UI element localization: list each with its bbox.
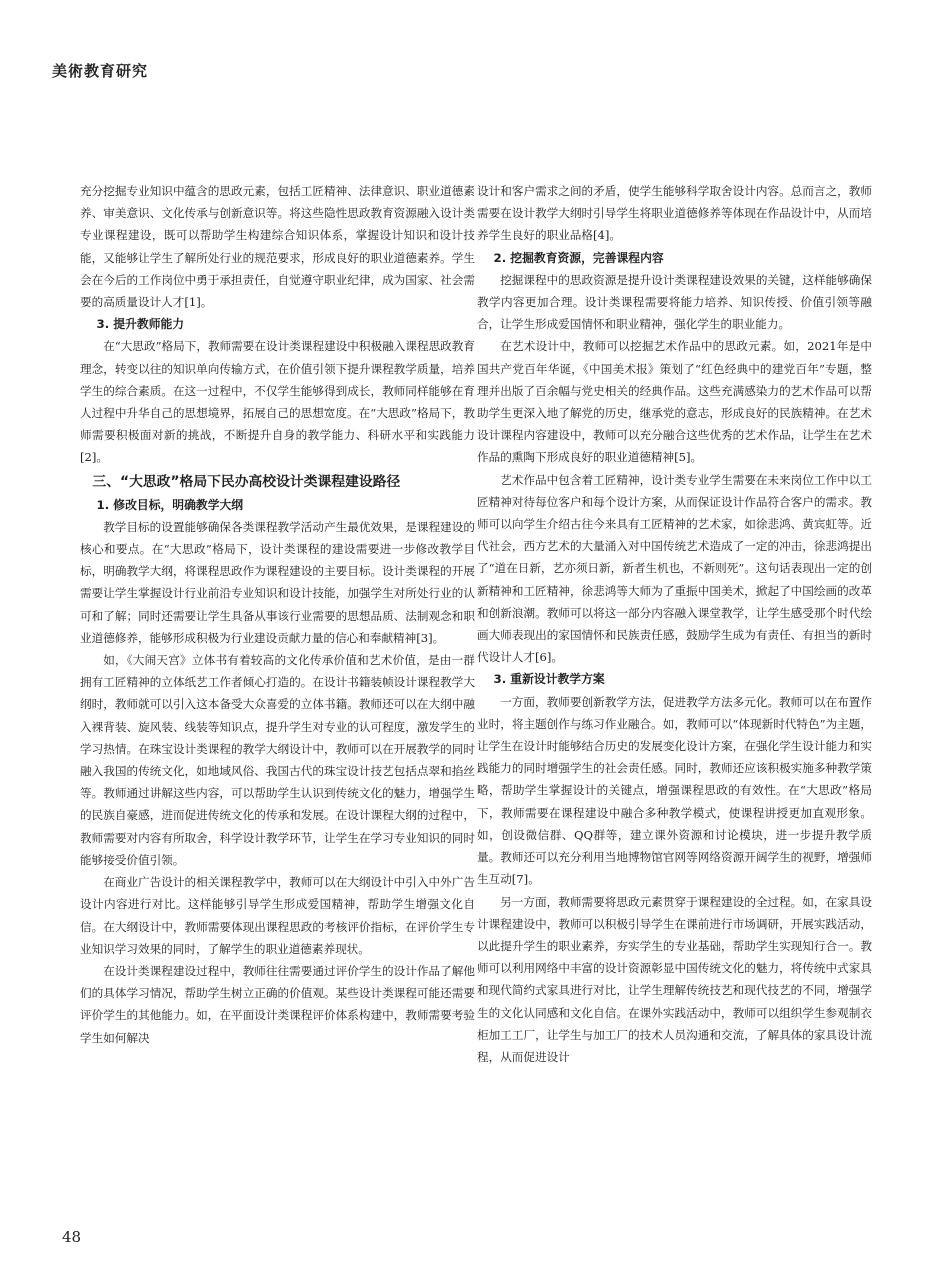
paragraph: 挖掘课程中的思政资源是提升设计类课程建设效果的关键，这样能够确保教学内容更加合理。设计类课程需要将能力培养、知识传授、价值引领等融合，让学生形成爱国情怀和职业精神，强化学生的职业能力。 xyxy=(477,272,872,332)
paragraph: 艺术作品中包含着工匠精神，设计类专业学生需要在未来岗位工作中以工匠精神对待每位客户和每个设计方案，从而保证设计作品符合客户的需求。教师可以向学生介绍古往今来具有工匠精神的艺术家，如徐悲鸿、黄宾虹等。近代社会，西方艺术的大量涌入对中国传统艺术造成了一定的冲击，徐悲鸿提出了“道在日新，艺亦须日新，新者生机也，不新则死”。这句话表现出一定的创新精神和工匠精神，徐悲鸿等大师为了重振中国美术，掀起了中国绘画的改革和创新浪潮。教师可以将这一部分内容融入课堂教学，让学生感受那个时代绘画大师表现出的家国情怀和民族责任感，鼓励学生成为有责任、有担当的新时代设计人才[6]。 xyxy=(477,472,872,665)
left-column xyxy=(80,180,475,1049)
paragraph: 如，《大闹天宫》立体书有着较高的文化传承价值和艺术价值，是由一群拥有工匠精神的立体纸艺工作者倾心打造的。在设计书籍装帧设计课程教学大纲时，教师就可以引入这本备受大众喜爱的立体书籍。教师还可以在大纲中融入裸背装、旋风装、线装等知识点，提升学生对专业的认可程度，激发学生的学习热情。在珠宝设计类课程的教学大纲设计中，教师可以在开展教学的同时融入我国的传统文化，如地域风俗、我国古代的珠宝设计技艺包括点翠和掐丝等。教师通过讲解这些内容，可以帮助学生认识到传统文化的魅力，增强学生的民族自豪感，进而促进传统文化的传承和发展。在设计课程大纲的过程中，教师需要对内容有所取舍，科学设计教学环节，让学生在学习专业知识的同时能够接受价值引领。 xyxy=(80,653,475,867)
subsection-heading: 3. 重新设计教学方案 xyxy=(493,672,605,687)
paragraph: 教学目标的设置能够确保各类课程教学活动产生最优效果，是课程建设的核心和要点。在“大思政”格局下，设计类课程的建设需要进一步修改教学目标，明确教学大纲，将课程思政作为课程建设的主要目标。设计类课程的开展需要让学生掌握设计行业前沿专业知识和设计技能，加强学生对所处行业的认可和了解；同时还需要让学生具备从事该行业需要的思想品质、法制观念和职业道德修养，能够形成积极为行业建设贡献力量的信心和奉献精神[3]。 xyxy=(80,519,475,645)
paragraph: 一方面，教师要创新教学方法，促进教学方法多元化。教师可以在布置作业时，将主题创作与练习作业融合。如，教师可以“体现新时代特色”为主题，让学生在设计时能够结合历史的发展变化设计方案，在强化学生设计能力和实践能力的同时增强学生的社会责任感。同时，教师还应该积极实施多种教学策略，帮助学生掌握设计的关键点，增强课程思政的有效性。在“大思政”格局下，教师需要在课程建设中融合多种教学模式，使课程讲授更加直观形象。如，创设微信群、QQ群等，建立课外资源和讨论模块，进一步提升教学质量。教师还可以充分利用当地博物馆官网等网络资源开阔学生的视野，增强师生互动[7]。 xyxy=(477,694,872,887)
section-heading: 三、“大思政”格局下民办高校设计类课程建设路径 xyxy=(92,473,401,490)
paragraph: 充分挖掘专业知识中蕴含的思政元素，包括工匠精神、法律意识、职业道德素养、审美意识、文化传承与创新意识等。将这些隐性思政教育资源融入设计类专业课程建设，既可以帮助学生构建综合知识体系，掌握设计知识和设计技能，又能够让学生了解所处行业的规范要求，形成良好的职业道德素养。学生会在今后的工作岗位中勇于承担责任，自觉遵守职业纪律，成为国家、社会需要的高质量设计人才[1]。 xyxy=(80,184,475,310)
subsection-heading: 1. 修改目标，明确教学大纲 xyxy=(96,497,244,512)
paragraph: 在“大思政”格局下，教师需要在设计类课程建设中积极融入课程思政教育理念，转变以往的知识单向传输方式，在价值引领下提升课程教学质量，培养学生的综合素质。在这一过程中，不仅学生能够得到成长，教师同样能够在育人过程中升华自己的思想境界，拓展自己的思想宽度。在“大思政”格局下，教师需要积极面对新的挑战，不断提升自身的教学能力、科研水平和实践能力[2]。 xyxy=(80,339,475,465)
paragraph: 在设计类课程建设过程中，教师往往需要通过评价学生的设计作品了解他们的具体学习情况，帮助学生树立正确的价值观。某些设计类课程可能还需要评价学生的其他能力。如，在平面设计类课程评价体系构建中，教师需要考验学生如何解决 xyxy=(80,963,475,1045)
paragraph: 在艺术设计中，教师可以挖掘艺术作品中的思政元素。如，2021年是中国共产党百年华诞，《中国美术报》策划了“红色经典中的建党百年”专题，整理并出版了百余幅与党史相关的经典作品。这些充满感染力的艺术作品可以帮助学生更深入地了解党的历史，继承党的意志，形成良好的民族精神。在艺术设计课程内容建设中，教师可以充分融合这些优秀的艺术作品，让学生在艺术作品的熏陶下形成良好的职业道德精神[5]。 xyxy=(477,339,872,465)
subsection-heading: 2. 挖掘教育资源，完善课程内容 xyxy=(493,250,664,265)
paragraph: 设计和客户需求之间的矛盾，使学生能够科学取舍设计内容。总而言之，教师需要在设计教学大纲时引导学生将职业道德修养等体现在作品设计中，从而培养学生良好的职业品格[4]。 xyxy=(477,184,872,243)
journal-title: 美術教育研究 xyxy=(52,62,149,80)
paragraph: 另一方面，教师需要将思政元素贯穿于课程建设的全过程。如，在家具设计课程建设中，教师可以积极引导学生在课前进行市场调研，开展实践活动，以此提升学生的职业素养，夯实学生的专业基础，帮助学生实现知行合一。教师可以利用网络中丰富的设计资源彰显中国传统文化的魅力，将传统中式家具和现代简约式家具进行对比，让学生理解传统技艺和现代技艺的不同，增强学生的文化认同感和文化自信。在课外实践活动中，教师可以组织学生参观制衣柜加工工厂，让学生与加工厂的技术人员沟通和交流，了解具体的家具设计流程，从而促进设计 xyxy=(477,894,872,1064)
subsection-heading: 3. 提升教师能力 xyxy=(96,317,185,332)
paragraph: 在商业广告设计的相关课程教学中，教师可以在大纲设计中引入中外广告设计内容进行对比。这样能够引导学生形成爱国精神，帮助学生增强文化自信。在大纲设计中，教师需要体现出课程思政的考核评价指标，在评价学生专业知识学习效果的同时，了解学生的职业道德素养现状。 xyxy=(80,875,475,956)
right-column xyxy=(477,180,872,1068)
page-number: 48 xyxy=(62,1228,82,1246)
